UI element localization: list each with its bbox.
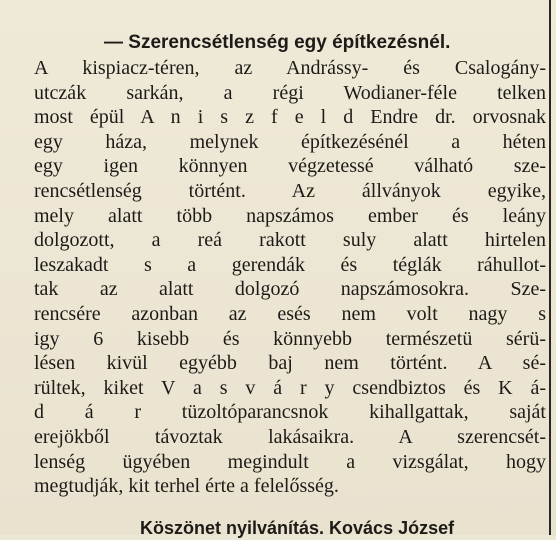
article-line: rencsére azonban az esés nem volt nagy s: [34, 302, 546, 325]
article-line: egy háza, melynek építkezésénél a héten: [34, 130, 546, 153]
article-headline: — Szerencsétlenség egy építkezésnél.: [104, 32, 451, 53]
article-line: tak az alatt dolgozó napszámosokra. Sze-: [34, 278, 546, 301]
article-line: egy igen könnyen végzetessé válható sze-: [34, 155, 546, 178]
article-line: lésen kivül egyébb baj nem történt. A sé-: [34, 352, 546, 375]
article-line: mely alatt több napszámos ember és leány: [34, 204, 546, 227]
next-article-heading: Köszönet nyilvánítás. Kovács József: [140, 518, 455, 538]
article-line: rültek, kiket V a s v á r y csendbiztos és K á-: [34, 376, 546, 399]
article-body: [34, 56, 546, 499]
article-line: d á r tüzoltóparancsnok kihallgattak, saját: [34, 401, 546, 424]
article-line: megtudják, kit terhel érte a felelősség.: [34, 475, 339, 498]
article-line: leszakadt s a gerendák és téglák ráhullot-: [34, 253, 546, 276]
news-article: [34, 30, 546, 499]
article-line: lenség ügyében megindult a vizsgálat, hogy: [34, 450, 546, 473]
column-rule: [549, 0, 551, 535]
article-line: A kispiacz-téren, az Andrássy- és Csalogány-: [34, 57, 546, 79]
article-line: erejökből távoztak lakásaikra. A szerencsét-: [34, 425, 546, 448]
article-line: utczák sarkán, a régi Wodianer-féle telken: [34, 81, 546, 104]
article-line: igy 6 kisebb és könnyebb természetü sérü-: [34, 327, 546, 350]
article-line: most épül A n i s z f e l d Endre dr. orvosnak: [34, 106, 546, 129]
article-line: rencsétlenség történt. Az állványok egyike,: [34, 179, 546, 202]
article-line: dolgozott, a reá rakott suly alatt hirtelen: [34, 229, 546, 252]
